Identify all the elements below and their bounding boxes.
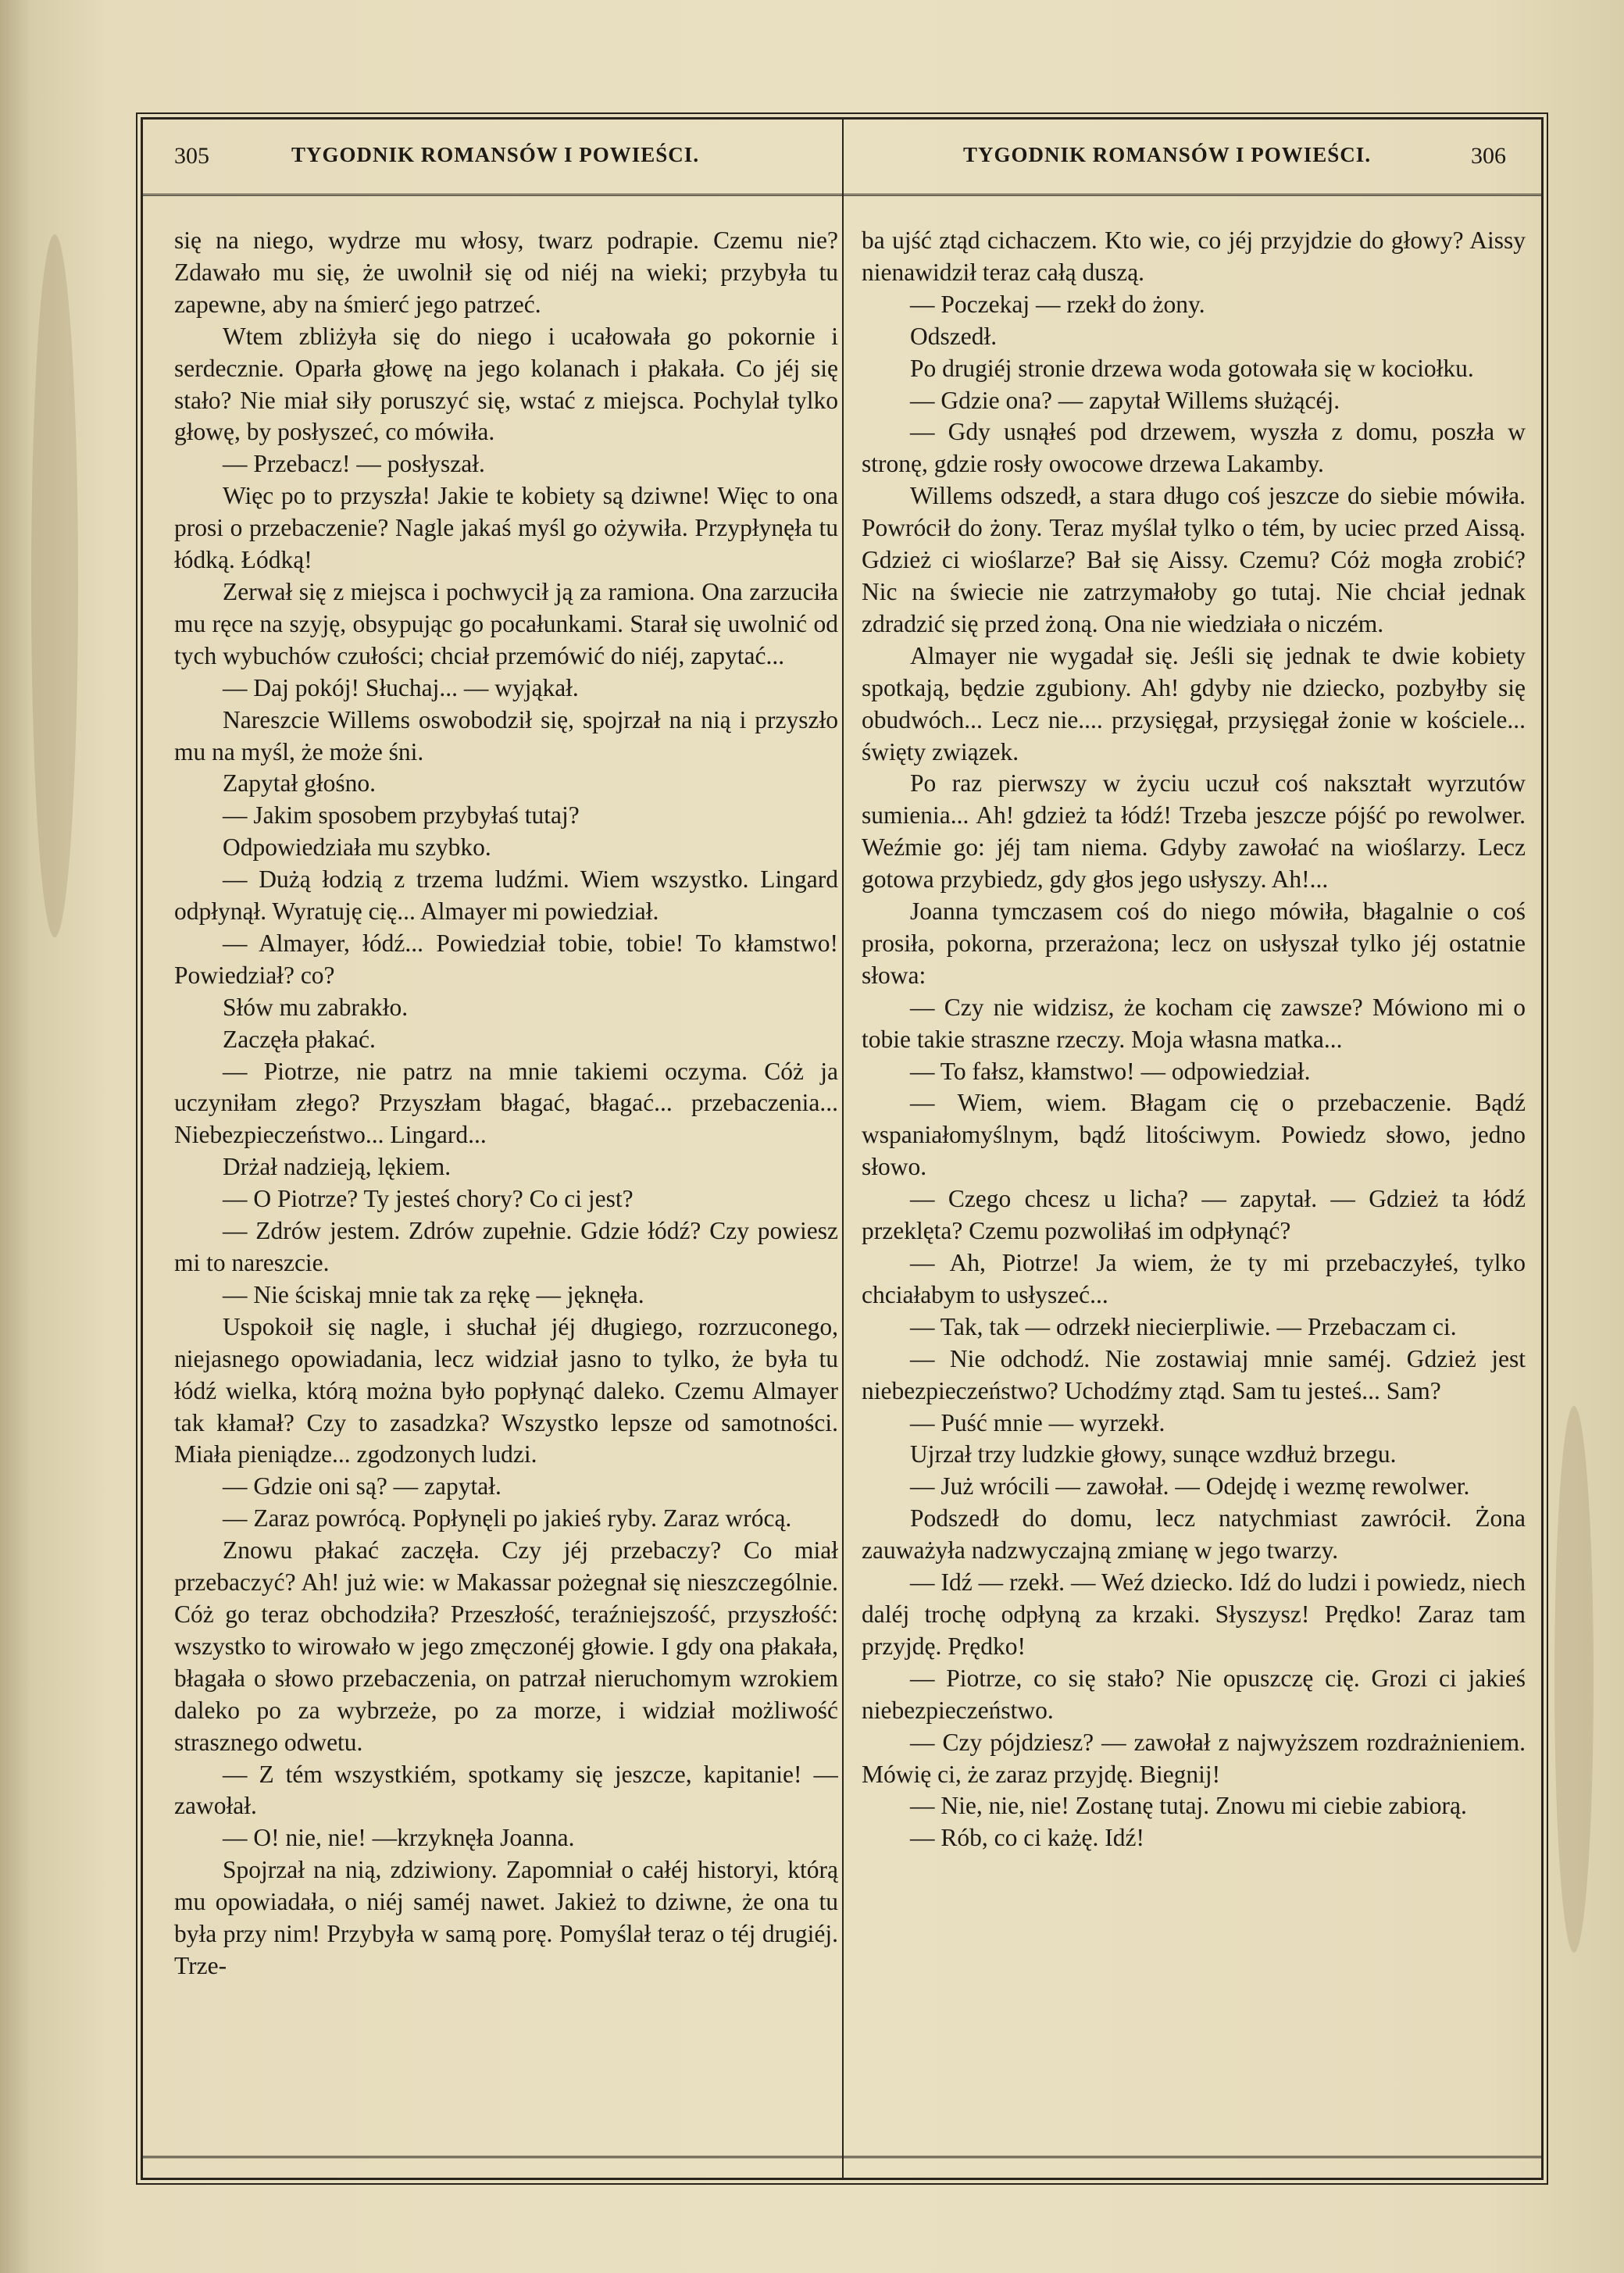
paragraph: Znowu płakać zaczęła. Czy jéj przebaczy? Co miał przebaczyć? Ah! już wie: w Makassar pożegnał się nieszczególnie. Cóż go teraz obchodziła? Przeszłość, teraźniejszość, przyszłość: wszystko to wirowało w jego zmęczonéj głowie. I gdy ona płakała, błagała o słowo przebaczenia, on patrzał nieruchomym wzrokiem daleko po za wybrzeże, po za morze, i widział możliwość strasznego odwetu. (174, 1536, 838, 1756)
paragraph: — To fałsz, kłamstwo! — odpowiedział. (910, 1057, 1311, 1085)
paragraph: — Z tém wszystkiém, spotkamy się jeszcze, kapitanie! — zawołał. (174, 1760, 838, 1820)
paragraph: Almayer nie wygadał się. Jeśli się jednak te dwie kobiety spotkają, będzie zgubiony. Ah! gdyby nie dziecko, pozbyłby się obudwóch... Lecz nie.... przysięgał, przysięgał żonie w kościele... święty związek. (862, 641, 1526, 765)
right-page-number: 306 (1471, 143, 1506, 169)
paragraph: Zaczęła płakać. (223, 1025, 376, 1053)
paragraph: — Nie odchodź. Nie zostawiaj mnie saméj. Gdzież jest niebezpieczeństwo? Uchodźmy ztąd. Sam tu jesteś... Sam? (862, 1344, 1526, 1404)
left-running-title: TYGODNIK ROMANSÓW I POWIEŚCI. (291, 143, 700, 166)
left-column (174, 225, 838, 2146)
paragraph: — O Piotrze? Ty jesteś chory? Co ci jest? (223, 1185, 634, 1213)
paragraph: — Poczekaj — rzekł do żony. (910, 290, 1205, 318)
paragraph: Joanna tymczasem coś do niego mówiła, błagalnie o coś prosiła, pokorna, przerażona; lecz on usłyszał tylko jéj ostatnie słowa: (862, 897, 1526, 989)
page-frame (141, 117, 1544, 2180)
paragraph: Po drugiéj stronie drzewa woda gotowała się w kociołku. (910, 354, 1474, 382)
paragraph: Zerwał się z miejsca i pochwycił ją za ramiona. Ona zarzuciła mu ręce na szyję, obsypując go pocałunkami. Starał się uwolnić od tych wybuchów czułości; chciał przemówić do niéj, zapytać... (174, 577, 838, 669)
paragraph: — Jakim sposobem przybyłaś tutaj? (223, 801, 580, 830)
paragraph: Drżał nadzieją, lękiem. (223, 1153, 452, 1181)
paragraph: — Gdy usnąłeś pod drzewem, wyszła z domu, poszła w stronę, gdzie rosły owocowe drzewa Lakamby. (862, 418, 1526, 478)
paragraph: — Gdzie ona? — zapytał Willems służącéj. (910, 386, 1340, 414)
paragraph: Odszedł. (910, 322, 998, 350)
paragraph: — Tak, tak — odrzekł niecierpliwie. — Przebaczam ci. (910, 1312, 1457, 1340)
paragraph: Więc po to przyszła! Jakie te kobiety są dziwne! Więc to ona prosi o przebaczenie? Nagle jakaś myśl go ożywiła. Przypłynęła tu łódką. Łódką! (174, 482, 838, 574)
left-page-number: 305 (174, 143, 209, 169)
paragraph: — Piotrze, co się stało? Nie opuszczę cię. Grozi ci jakieś niebezpieczeństwo. (862, 1664, 1526, 1724)
paragraph: — Wiem, wiem. Błagam cię o przebaczenie. Bądź wspaniałomyślnym, bądź litościwym. Powiedz słowo, jedno słowo. (862, 1089, 1526, 1181)
paragraph: — Czy pójdziesz? — zawołał z najwyższem rozdrażnieniem. Mówię ci, że zaraz przyjdę. Biegnij! (862, 1728, 1526, 1788)
paragraph: Odpowiedziała mu szybko. (223, 833, 491, 862)
paragraph: — Almayer, łódź... Powiedział tobie, tobie! To kłamstwo! Powiedział? co? (174, 929, 838, 989)
paragraph: — Piotrze, nie patrz na mnie takiemi oczyma. Cóż ja uczyniłam złego? Przyszłam błagać, błagać... przebaczenia... Niebezpieczeństwo... Lingard... (174, 1057, 838, 1149)
paper-stain (1554, 1406, 1594, 1953)
paragraph: — Nie ściskaj mnie tak za rękę — jęknęła. (223, 1280, 644, 1308)
paragraph: — Nie, nie, nie! Zostanę tutaj. Znowu mi ciebie zabiorą. (910, 1792, 1467, 1820)
paragraph: Podszedł do domu, lecz natychmiast zawrócił. Żona zauważyła nadzwyczajną zmianę w jego twarzy. (862, 1504, 1526, 1565)
paragraph: Spojrzał na nią, zdziwiony. Zapomniał o całéj historyi, którą mu opowiadała, o niéj saméj nawet. Jakież to dziwne, że ona tu była przy nim! Przybyła w samą porę. Pomyślał teraz o téj drugiéj. Trze- (174, 1856, 838, 1979)
paragraph: — Czego chcesz u licha? — zapytał. — Gdzież ta łódź przeklęta? Czemu pozwoliłaś im odpłynąć? (862, 1185, 1526, 1245)
paragraph: — Daj pokój! Słuchaj... — wyjąkał. (223, 673, 579, 701)
paragraph: — Ah, Piotrze! Ja wiem, że ty mi przebaczyłeś, tylko chciałabym to usłyszeć... (862, 1249, 1526, 1308)
paragraph: Zapytał głośno. (223, 769, 376, 798)
paragraph: Ujrzał trzy ludzkie głowy, sunące wzdłuż brzegu. (910, 1440, 1397, 1468)
paragraph: — Zdrów jestem. Zdrów zupełnie. Gdzie łódź? Czy powiesz mi to nareszcie. (174, 1217, 838, 1276)
paragraph: — Zaraz powrócą. Popłynęli po jakieś ryby. Zaraz wrócą. (223, 1504, 792, 1533)
paragraph: Po raz pierwszy w życiu uczuł coś nakształt wyrzutów sumienia... Ah! gdzież ta łódź! Trzeba jeszcze pójść po rewolwer. Weźmie go: jéj tam niema. Gdyby zawołać na wioślarzy. Lecz gotowa przybiedz, gdy głos jego usłyszy. Ah!... (862, 769, 1526, 894)
paragraph: Uspokoił się nagle, i słuchał jéj długiego, rozrzuconego, niejasnego opowiadania, lecz widział jasno to tylko, że była tu łódź wielka, którą można było popłynąć daleko. Czemu Almayer tak kłamał? Czy to zasadzka? Wszystko lepsze od samotności. Miała pieniądze... zgodzonych ludzi. (174, 1312, 838, 1468)
paragraph: Willems odszedł, a stara długo coś jeszcze do siebie mówiła. Powrócił do żony. Teraz myślał tylko o tém, by uciec przed Aissą. Gdzież ci wioślarze? Bał się Aissy. Czemu? Cóż mogła zrobić? Nic na świecie nie zatrzymałoby go tutaj. Nie chciał jednak zdradzić się przed żoną. Ona nie wiedziała o niczém. (862, 482, 1526, 637)
paragraph: — O! nie, nie! —krzyknęła Joanna. (223, 1824, 575, 1852)
paragraph: — Puść mnie — wyrzekł. (910, 1408, 1165, 1436)
paper-stain (31, 234, 78, 937)
paragraph: — Przebacz! — posłyszał. (223, 450, 485, 478)
paragraph: — Gdzie oni są? — zapytał. (223, 1472, 501, 1500)
right-running-title: TYGODNIK ROMANSÓW I POWIEŚCI. (963, 143, 1372, 166)
paragraph: — Już wrócili — zawołał. — Odejdę i wezmę rewolwer. (910, 1472, 1470, 1500)
paragraph: się na niego, wydrze mu włosy, twarz podrapie. Czemu nie? Zdawało mu się, że uwolnił się od niéj na wieki; przybyła tu zapewne, aby na śmierć jego patrzeć. (174, 227, 838, 318)
paragraph: — Idź — rzekł. — Weź dziecko. Idź do ludzi i powiedz, niech daléj trochę odpłyną za krzaki. Słyszysz! Prędko! Zaraz tam przyjdę. Prędko! (862, 1568, 1526, 1660)
column-divider (842, 120, 844, 2178)
paragraph: Wtem zbliżyła się do niego i ucałowała go pokornie i serdecznie. Oparła głowę na jego kolanach i płakała. Co jéj się stało? Nie miał siły poruszyć się, wstać z miejsca. Pochylał tylko głowę, by posłyszeć, co mówiła. (174, 322, 838, 446)
right-column (862, 225, 1526, 2146)
paragraph: Słów mu zabrakło. (223, 993, 409, 1021)
paragraph: — Dużą łodzią z trzema ludźmi. Wiem wszystko. Lingard odpłynął. Wyratuję cię... Almayer mi powiedział. (174, 865, 838, 926)
paragraph: ba ujść ztąd cichaczem. Kto wie, co jéj przyjdzie do głowy? Aissy nienawidził teraz całą duszą. (862, 227, 1526, 286)
paragraph: — Czy nie widzisz, że kocham cię zawsze? Mówiono mi o tobie takie straszne rzeczy. Moja własna matka... (862, 993, 1526, 1053)
paragraph: — Rób, co ci każę. Idź! (910, 1824, 1145, 1852)
paragraph: Nareszcie Willems oswobodził się, spojrzał na nią i przyszło mu na myśl, że może śni. (174, 705, 838, 765)
bottom-rule (143, 2156, 1541, 2158)
